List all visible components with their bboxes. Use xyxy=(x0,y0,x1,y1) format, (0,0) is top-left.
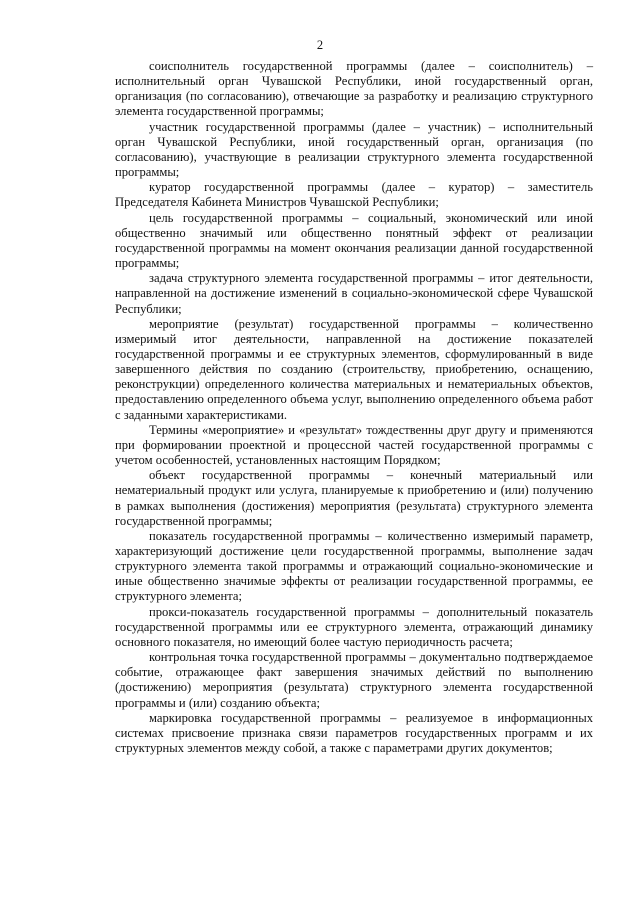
paragraph-indicator-definition: показатель государственной программы – количественно измеримый параметр, характеризующий достижение цели государственной программы, выполнение задач структурного элемента такой программы и отражающий социально-экономические и иные общественно значимые эффекты от реализации государственной программы, ее структурного элемента; xyxy=(115,528,593,604)
paragraph-checkpoint-definition: контрольная точка государственной программы – документально подтверждаемое событие, отражающее факт завершения значимых действий по выполнению (достижению) мероприятия (результата) структурного элемента государственной программы и (или) созданию объекта; xyxy=(115,650,593,710)
paragraph-proxy-indicator-definition: прокси-показатель государственной программы – дополнительный показатель государственной программы или ее структурного элемента, отражающий динамику основного показателя, но имеющий более частую периодичность расчета; xyxy=(115,604,593,649)
paragraph-goal-definition: цель государственной программы – социальный, экономический или иной общественно значимый или общественно понятный эффект от реализации государственной программы на момент окончания реализации данной государственной программы; xyxy=(115,210,593,271)
paragraph-task-definition: задача структурного элемента государственной программы – итог деятельности, направленной на достижение изменений в социально-экономической сфере Чувашской Республики; xyxy=(115,271,593,316)
paragraph-terms-note: Термины «мероприятие» и «результат» тождественны друг другу и применяются при формировании проектной и процессной частей государственной программы с учетом особенностей, установленных настоящим Порядком; xyxy=(115,422,593,468)
paragraph-marking-definition: маркировка государственной программы – реализуемое в информационных системах присвоение признака связи параметров государственных программ и их структурных элементов между собой, а также с параметрами других документов; xyxy=(115,710,593,756)
paragraph-curator-definition: куратор государственной программы (далее – куратор) – заместитель Председателя Кабинета Министров Чувашской Республики; xyxy=(115,180,593,210)
paragraph-measure-definition: мероприятие (результат) государственной программы – количественно измеримый итог деятельности, направленной на достижение показателей государственной программы и ее структурных элементов, сформулированный в виде завершенного действия по созданию (строительству, приобретению, оснащению, реконструкции) определенного количества материальных и нематериальных объектов, предоставлению определенного объема услуг, выполнению определенного объема работ с заданными характеристиками. xyxy=(115,316,593,422)
paragraph-coexecutor-definition: соисполнитель государственной программы (далее – соисполнитель) – исполнительный орган Чувашской Республики, иной государственный орган, организация (по согласованию), отвечающие за разработку и реализацию структурного элемента государственной программы; xyxy=(115,59,593,119)
paragraph-object-definition: объект государственной программы – конечный материальный или нематериальный продукт или услуга, планируемые к приобретению и (или) получению в рамках выполнения (достижения) мероприятия (результата) структурного элемента государственной программы; xyxy=(115,468,593,528)
document-body xyxy=(115,59,593,756)
page-number: 2 xyxy=(316,38,324,52)
paragraph-participant-definition: участник государственной программы (далее – участник) – исполнительный орган Чувашской Республики, иной государственный орган, организация (по согласованию), участвующие в реализации структурного элемента государственной программы; xyxy=(115,119,593,180)
